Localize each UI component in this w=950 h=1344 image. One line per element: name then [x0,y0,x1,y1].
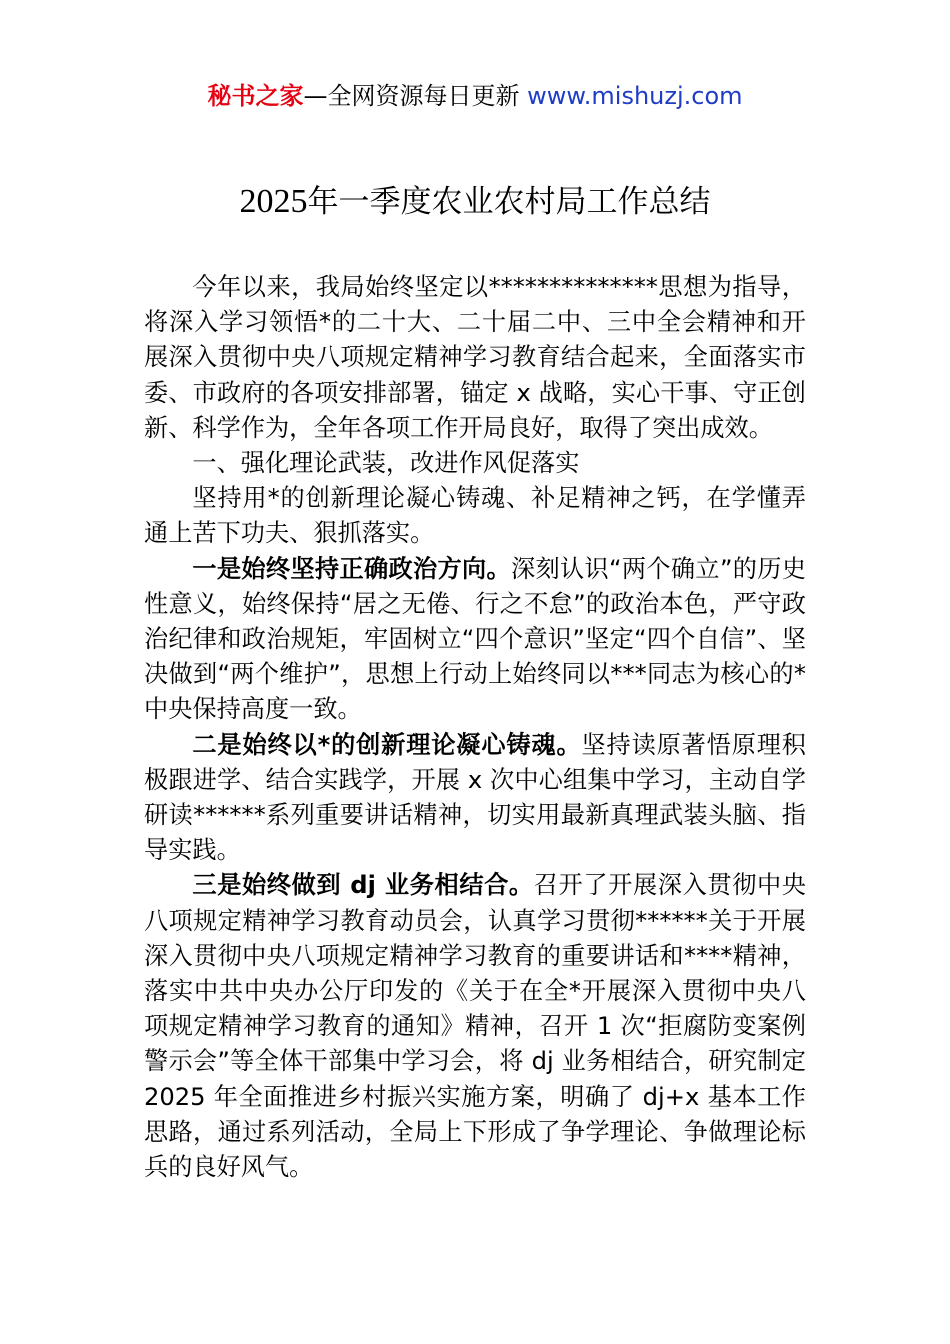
site-url-link[interactable]: www.mishuzj.com [527,82,743,110]
paragraph-text: 召开了开展深入贯彻中央八项规定精神学习教育动员会，认真学习贯彻******关于开展深入贯彻中央八项规定精神学习教育的重要讲话和****精神，落实中共中央办公厅印发的《关于在全*开展深入贯彻中央八项规定精神学习教育的通知》精神，召开 1 次“拒腐防变案例警示会”等全体干部集中学习会，将 dj 业务相结合，研究制定 2025 年全面推进乡村振兴实施方案，明确了 dj+x 基本工作思路，通过系列活动，全局上下形成了争学理论、争做理论标兵的良好风气。 [144,871,806,1182]
site-tagline: —全网资源每日更新 [303,82,528,110]
paragraph-point-2 [144,728,806,869]
paragraph-intro [144,270,806,446]
paragraph-text: 深刻认识“两个确立”的历史性意义，始终保持“居之无倦、行之不怠”的政治本色，严守政治纪律和政治规矩，牢固树立“四个意识”坚定“四个自信”、坚决做到“两个维护”，思想上行动上始终同以***同志为核心的*中央保持高度一致。 [144,554,806,724]
paragraph-text: 今年以来，我局始终坚定以**************思想为指导，将深入学习领悟*的二十大、二十届二中、三中全会精神和开展深入贯彻中央八项规定精神学习教育结合起来，全面落实市委、市政府的各项安排部署，锚定 x 战略，实心干事、守正创新、科学作为，全年各项工作开局良好，取得了突出成效。 [144,273,806,442]
section-heading-text: 一、强化理论武装，改进作风促落实 [192,449,580,478]
paragraph-section-intro [144,481,806,551]
document-title-text: 年一季度农业农村局工作总结 [307,184,711,220]
paragraph-lead: 三是始终做到 dj 业务相结合。 [192,871,534,900]
document-body [144,270,806,1185]
paragraph-text: 坚持用*的创新理论凝心铸魂、补足精神之钙，在学懂弄通上苦下功夫、狠抓落实。 [144,484,806,548]
paragraph-text: 坚持读原著悟原理积极跟进学、结合实践学，开展 x 次中心组集中学习，主动自学研读******系列重要讲话精神，切实用最新真理武装头脑、指导实践。 [144,730,806,865]
paragraph-point-1 [144,552,806,728]
paragraph-lead: 一是始终坚持正确政治方向。 [192,554,512,583]
paragraph-lead: 二是始终以*的创新理论凝心铸魂。 [192,730,582,759]
paragraph-point-3 [144,868,806,1185]
site-header [0,80,950,112]
section-heading [144,446,806,481]
site-brand: 秘书之家 [207,82,304,110]
document-title-year: 2025 [239,183,308,220]
document-title [0,182,950,222]
